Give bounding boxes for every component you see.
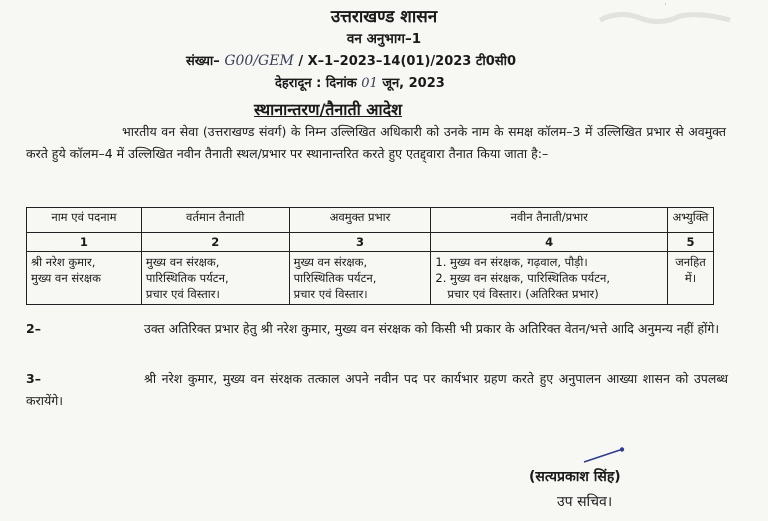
cell-line: में। [684, 271, 697, 285]
paragraph-3-number: 3– [26, 371, 41, 386]
signature-mark [580, 446, 630, 466]
paragraph-3 [26, 368, 728, 412]
paragraph-1-text: भारतीय वन सेवा (उत्तराखण्ड संवर्ग) के निम्न उल्लिखित अधिकारी को उनके नाम के समक्ष कॉलम–3 में उल्लिखित प्रभार से अवमुक्त करते हुये कॉलम–4 में उल्लिखित नवीन तैनाती स्थल/प्रभार पर स्थानान्तरित करते हुए एतद्द्वारा तैनात किया जाता है:– [26, 124, 726, 161]
col-number: 5 [667, 233, 713, 252]
header-current-posting: वर्तमान तैनाती [141, 208, 289, 233]
cell-line: मुख्य वन संरक्षक, [145, 255, 220, 269]
transfer-table [26, 207, 714, 305]
order-subject: स्थानान्तरण/तैनाती आदेश [254, 100, 403, 119]
cell-relieved-charge [289, 252, 431, 305]
cell-line: प्रचार एवं विस्तार। [293, 287, 368, 301]
paragraph-2-number: 2– [26, 321, 41, 336]
cell-line: मुख्य वन संरक्षक [31, 271, 101, 285]
cell-line: जनहित [675, 255, 706, 269]
table-row [27, 252, 714, 305]
paragraph-2 [26, 318, 728, 340]
table-number-row [27, 233, 714, 252]
cell-line: 1. मुख्य वन संरक्षक, गढ़वाल, पौड़ी। [435, 255, 588, 269]
date-prefix: देहरादून : दिनांक [275, 76, 357, 91]
department-heading: वन अनुभाग–1 [346, 31, 422, 47]
cell-remarks [667, 252, 713, 305]
cell-new-posting [431, 252, 668, 305]
header-name: नाम एवं पदनाम [27, 208, 142, 233]
reference-number [186, 51, 516, 69]
date-suffix: जून, 2023 [382, 76, 445, 91]
col-number: 4 [431, 233, 668, 252]
signatory-designation: उप सचिव। [557, 494, 613, 510]
order-date [275, 73, 445, 91]
cell-line: श्री नरेश कुमार, [31, 255, 96, 269]
table-header-row [27, 208, 714, 233]
cell-name [27, 252, 142, 305]
reference-handwritten: G00/GEM [224, 53, 294, 69]
paragraph-2-text: उक्त अतिरिक्त प्रभार हेतु श्री नरेश कुमार, मुख्य वन संरक्षक को किसी भी प्रकार के अतिरिक्त वेतन/भत्ते आदि अनुमन्य नहीं होंगे। [144, 321, 720, 336]
signatory-name: (सत्यप्रकाश सिंह) [529, 469, 621, 485]
cell-line: प्रचार एवं विस्तार। (अतिरिक्त प्रभार) [447, 287, 599, 301]
paragraph-1 [26, 121, 726, 165]
header-new-posting: नवीन तैनाती/प्रभार [431, 208, 668, 233]
government-heading: उत्तराखण्ड शासन [330, 7, 438, 27]
col-number: 2 [141, 233, 289, 252]
date-handwritten-day: 01 [361, 76, 378, 91]
paragraph-3-text: श्री नरेश कुमार, मुख्य वन संरक्षक तत्काल अपने नवीन पद पर कार्यभार ग्रहण करते हुए अनुपालन आख्या शासन को उपलब्ध करायेंगे। [26, 371, 728, 408]
reference-suffix: / X–1–2023–14(01)/2023 टी0सी0 [298, 54, 517, 69]
col-number: 1 [27, 233, 142, 252]
cell-current-posting [141, 252, 289, 305]
header-remarks: अभ्युक्ति [667, 208, 713, 233]
reference-prefix: संख्या– [186, 54, 220, 69]
header-relieved-charge: अवमुक्त प्रभार [289, 208, 431, 233]
cell-line: 2. मुख्य वन संरक्षक, पारिस्थितिक पर्यटन, [435, 271, 611, 285]
cell-line: पारिस्थितिक पर्यटन, [145, 271, 229, 285]
cell-line: प्रचार एवं विस्तार। [145, 287, 220, 301]
cell-line: मुख्य वन संरक्षक, [293, 255, 368, 269]
cell-line: पारिस्थितिक पर्यटन, [293, 271, 377, 285]
corner-mark: · [664, 0, 667, 10]
col-number: 3 [289, 233, 431, 252]
